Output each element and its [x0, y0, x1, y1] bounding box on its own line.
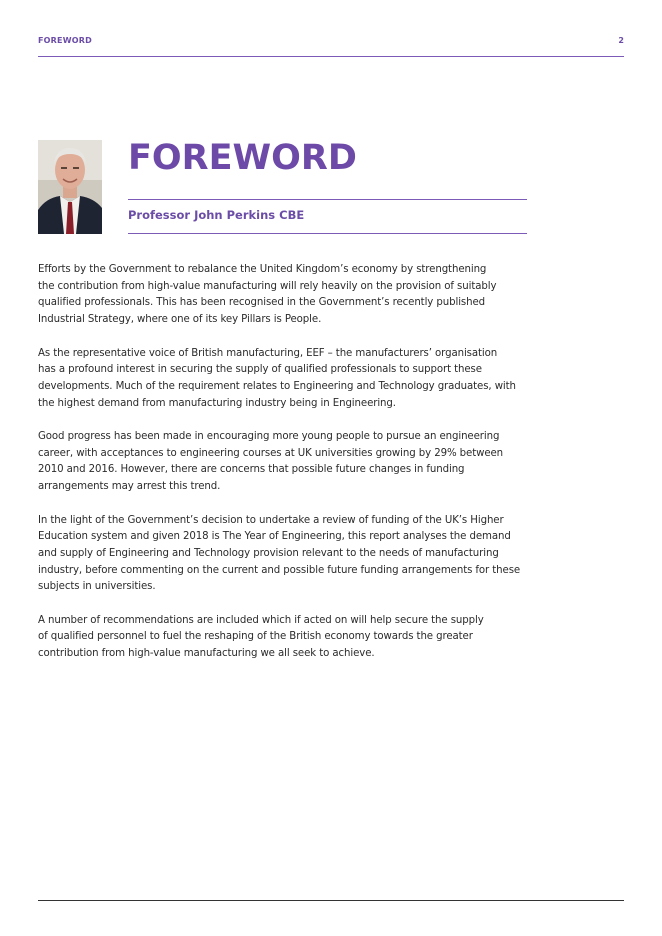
body-paragraph — [38, 429, 528, 496]
body-paragraph — [38, 513, 528, 597]
paragraph-line: career, with acceptances to engineering courses at UK universities growing by 29% between — [38, 447, 504, 459]
page-number: 2 — [618, 36, 624, 45]
paragraph-line: the contribution from high-value manufacturing will rely heavily on the provision of suitably — [38, 280, 497, 292]
paragraph-line: industry, before commenting on the current and possible future funding arrangements for these — [38, 564, 521, 576]
paragraph-line: Efforts by the Government to rebalance the United Kingdom’s economy by strengthening — [38, 264, 487, 275]
body-paragraph — [38, 262, 528, 329]
paragraph-line: Industrial Strategy, where one of its key Pillars is People. — [38, 314, 322, 326]
body-paragraph — [38, 613, 528, 663]
page-title: FOREWORD — [128, 138, 357, 178]
paragraph-line: subjects in universities. — [38, 581, 156, 593]
body-paragraph — [38, 346, 528, 413]
paragraph-line: 2010 and 2016. However, there are concerns that possible future changes in funding — [38, 464, 465, 476]
author-portrait — [38, 140, 102, 234]
paragraph-line: Education system and given 2018 is The Year of Engineering, this report analyses the demand — [38, 531, 511, 543]
paragraph-line: arrangements may arrest this trend. — [38, 481, 221, 493]
paragraph-line: of qualified personnel to fuel the reshaping of the British economy towards the greater — [38, 631, 473, 643]
paragraph-line: contribution from high-value manufacturing we all seek to achieve. — [38, 648, 375, 660]
paragraph-line: Good progress has been made in encouraging more young people to pursue an engineering — [38, 431, 500, 442]
title-divider-bottom — [128, 233, 527, 234]
author-name: Professor John Perkins CBE — [128, 208, 305, 222]
paragraph-line: A number of recommendations are included which if acted on will help secure the supply — [38, 614, 484, 626]
footer-divider — [38, 900, 624, 901]
paragraph-line: developments. Much of the requirement relates to Engineering and Technology graduates, with — [38, 380, 516, 392]
header-divider — [38, 56, 624, 57]
title-divider-top — [128, 199, 527, 200]
paragraph-line: As the representative voice of British manufacturing, EEF – the manufacturers’ organisation — [38, 347, 498, 359]
paragraph-line: has a profound interest in securing the supply of qualified professionals to support these — [38, 364, 482, 376]
foreword-body — [38, 262, 528, 680]
section-label: FOREWORD — [38, 36, 92, 45]
paragraph-line: In the light of the Government’s decision to undertake a review of funding of the UK’s Higher — [38, 514, 504, 526]
paragraph-line: qualified professionals. This has been recognised in the Government’s recently published — [38, 297, 486, 309]
paragraph-line: and supply of Engineering and Technology provision relevant to the needs of manufacturing — [38, 547, 499, 559]
paragraph-line: the highest demand from manufacturing industry being in Engineering. — [38, 397, 396, 409]
